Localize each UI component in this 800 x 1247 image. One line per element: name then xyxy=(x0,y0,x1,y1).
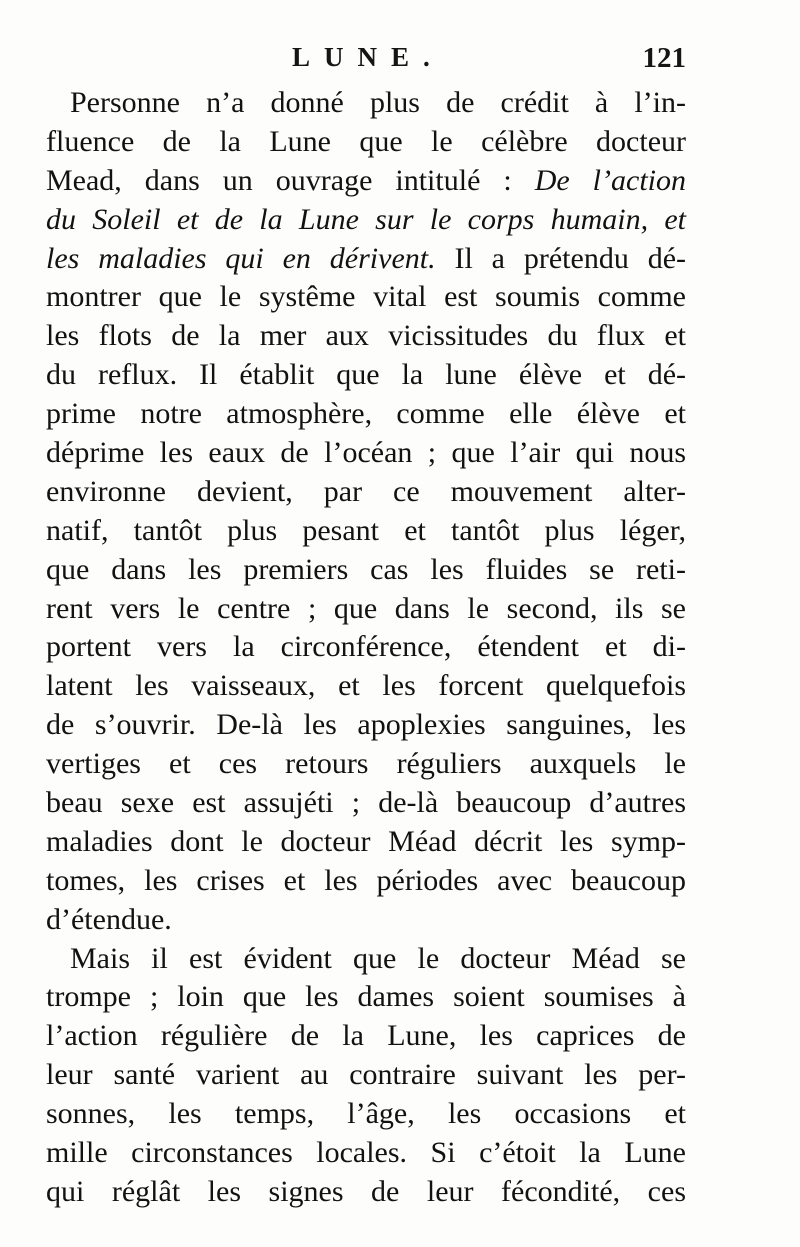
text-line: qui réglât les signes de leur fécondité, ces xyxy=(46,1174,686,1208)
text-line: sonnes, les temps, l’âge, les occasions et xyxy=(46,1097,686,1131)
text-line: fluence de la Lune que le célèbre docteur xyxy=(46,124,686,158)
text-line: d’étendue. xyxy=(46,902,172,936)
text-line: montrer que le systême vital est soumis comme xyxy=(46,280,686,314)
text-line: l’action régulière de la Lune, les caprices de xyxy=(46,1019,686,1053)
italic-title: De l’action xyxy=(534,163,686,197)
text-line: environne devient, par ce mouvement alter- xyxy=(46,474,686,508)
text-line: déprime les eaux de l’océan ; que l’air qui nous xyxy=(46,436,686,470)
paragraph xyxy=(46,84,686,940)
text-line: mille circonstances locales. Si c’étoit la Lune xyxy=(46,1136,686,1170)
text-line: portent vers la circonférence, étendent et di- xyxy=(46,630,686,664)
italic-title: du Soleil et de la Lune sur le corps humain, et xyxy=(46,202,686,236)
text-line: maladies dont le docteur Méad décrit les symp- xyxy=(46,824,686,858)
body-text xyxy=(46,84,686,1212)
text-line: beau sexe est assujéti ; de-là beaucoup d’autres xyxy=(46,786,686,820)
paragraph xyxy=(46,940,686,1212)
text-line: tomes, les crises et les périodes avec beaucoup xyxy=(46,863,686,897)
text-line: rent vers le centre ; que dans le second, ils se xyxy=(46,591,686,625)
italic-title: les maladies qui en dérivent. xyxy=(46,241,436,275)
text-line: natif, tantôt plus pesant et tantôt plus léger, xyxy=(46,513,686,547)
text-line: Mais il est évident que le docteur Méad se xyxy=(70,941,686,975)
text-line: que dans les premiers cas les fluides se reti- xyxy=(46,552,686,586)
text-line: les flots de la mer aux vicissitudes du flux et xyxy=(46,319,686,353)
page-number: 121 xyxy=(642,42,686,74)
text-line: trompe ; loin que les dames soient soumises à xyxy=(46,980,686,1014)
text-line: de s’ouvrir. De-là les apoplexies sanguines, les xyxy=(46,708,686,742)
text-line: leur santé varient au contraire suivant les per- xyxy=(46,1058,686,1092)
page-header xyxy=(0,42,800,82)
text-line: latent les vaisseaux, et les forcent quelquefois xyxy=(46,669,686,703)
text-line: vertiges et ces retours réguliers auxquels le xyxy=(46,747,686,781)
text-line xyxy=(46,201,686,240)
text-line: les maladies qui en dérivent. Il a prétendu dé- xyxy=(46,241,686,275)
text-line: Personne n’a donné plus de crédit à l’in- xyxy=(70,86,686,119)
text-line: du reflux. Il établit que la lune élève et dé- xyxy=(46,358,686,392)
text-line: prime notre atmosphère, comme elle élève et xyxy=(46,397,686,431)
running-head: LUNE. xyxy=(292,42,444,72)
text-line: Mead, dans un ouvrage intitulé : De l’action xyxy=(46,163,686,197)
